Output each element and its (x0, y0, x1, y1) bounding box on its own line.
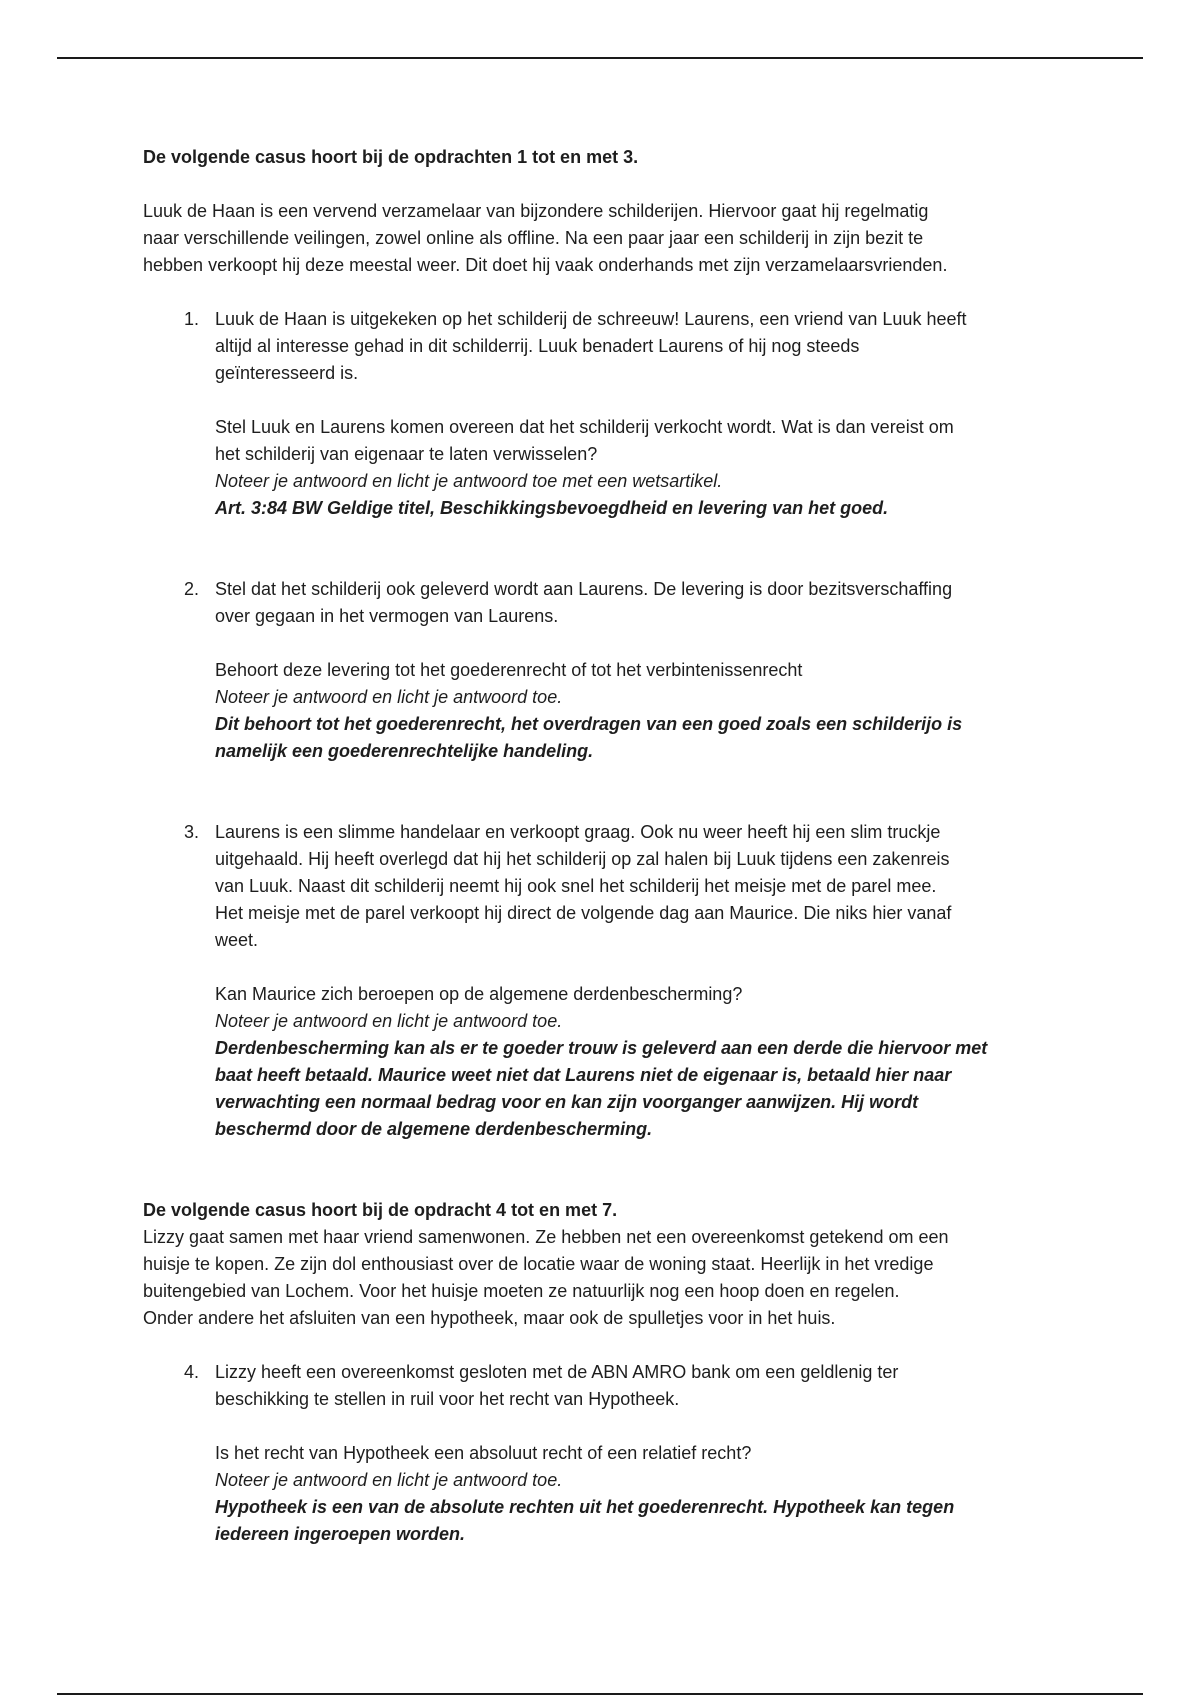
page-bottom-rule (57, 1693, 1143, 1695)
question-2 (143, 576, 1063, 765)
case-text-line: Luuk de Haan is een vervend verzamelaar van bijzondere schilderijen. Hiervoor gaat hij regelmatig (143, 201, 929, 221)
question-instruction: Noteer je antwoord en licht je antwoord toe met een wetsartikel. (215, 471, 723, 491)
answer-line: Art. 3:84 BW Geldige titel, Beschikkingsbevoegdheid en levering van het goed. (215, 498, 889, 518)
question-case-line: Het meisje met de parel verkoopt hij direct de volgende dag aan Maurice. Die niks hier vanaf (215, 903, 952, 923)
case-text-line: hebben verkoopt hij deze meestal weer. Dit doet hij vaak onderhands met zijn verzamelaarsvrienden. (143, 255, 948, 275)
question-number: 1. (183, 309, 199, 329)
question-case-line: Stel dat het schilderij ook geleverd wordt aan Laurens. De levering is door bezitsverschaffing (215, 579, 953, 599)
case-text-line: Onder andere het afsluiten van een hypotheek, maar ook de spulletjes voor in het huis. (143, 1308, 836, 1328)
question-1 (143, 306, 1063, 522)
answer-line: Dit behoort tot het goederenrecht, het overdragen van een goed zoals een schilderijo is (215, 714, 963, 734)
question-case-line: Laurens is een slimme handelaar en verkoopt graag. Ook nu weer heeft hij een slim truckje (215, 822, 941, 842)
question-case-line: uitgehaald. Hij heeft overlegd dat hij het schilderij op zal halen bij Luuk tijdens een zakenreis (215, 849, 950, 869)
answer-line: baat heeft betaald. Maurice weet niet dat Laurens niet de eigenaar is, betaald hier naar (215, 1065, 952, 1085)
question-text-line: Stel Luuk en Laurens komen overeen dat het schilderij verkocht wordt. Wat is dan vereist om (215, 417, 954, 437)
question-case-line: geïnteresseerd is. (215, 363, 359, 383)
question-number: 2. (183, 579, 199, 599)
answer-line: Hypotheek is een van de absolute rechten uit het goederenrecht. Hypotheek kan tegen (215, 1497, 955, 1517)
case-heading-1: De volgende casus hoort bij de opdrachten 1 tot en met 3. (143, 147, 639, 167)
question-case-line: altijd al interesse gehad in dit schilderrij. Luuk benadert Laurens of hij nog steeds (215, 336, 860, 356)
case-text-line: naar verschillende veilingen, zowel online als offline. Na een paar jaar een schilderij in zijn bezit te (143, 228, 924, 248)
document-page (143, 144, 1063, 1548)
answer-line: iedereen ingeroepen worden. (215, 1524, 466, 1544)
question-case-line: over gegaan in het vermogen van Laurens. (215, 606, 559, 626)
answer-line: beschermd door de algemene derdenbescherming. (215, 1119, 653, 1139)
question-case-line: van Luuk. Naast dit schilderij neemt hij ook snel het schilderij het meisje met de parel mee. (215, 876, 937, 896)
question-instruction: Noteer je antwoord en licht je antwoord toe. (215, 1470, 563, 1490)
question-instruction: Noteer je antwoord en licht je antwoord toe. (215, 687, 563, 707)
question-number: 3. (183, 822, 199, 842)
case-text-line: huisje te kopen. Ze zijn dol enthousiast over de locatie waar de woning staat. Heerlijk in het vredige (143, 1254, 934, 1274)
case-text-line: Lizzy gaat samen met haar vriend samenwonen. Ze hebben net een overeenkomst getekend om een (143, 1227, 949, 1247)
question-text-line: Behoort deze levering tot het goederenrecht of tot het verbintenissenrecht (215, 660, 803, 680)
question-case-line: weet. (215, 930, 259, 950)
question-4 (143, 1359, 1063, 1548)
question-text-line: het schilderij van eigenaar te laten verwisselen? (215, 444, 598, 464)
question-instruction: Noteer je antwoord en licht je antwoord toe. (215, 1011, 563, 1031)
case-heading-2: De volgende casus hoort bij de opdracht 4 tot en met 7. (143, 1200, 618, 1220)
question-case-line: Lizzy heeft een overeenkomst gesloten met de ABN AMRO bank om een geldlenig ter (215, 1362, 899, 1382)
question-text-line: Kan Maurice zich beroepen op de algemene derdenbescherming? (215, 984, 743, 1004)
answer-line: Derdenbescherming kan als er te goeder trouw is geleverd aan een derde die hiervoor met (215, 1038, 988, 1058)
question-case-line: beschikking te stellen in ruil voor het recht van Hypotheek. (215, 1389, 680, 1409)
answer-line: namelijk een goederenrechtelijke handeling. (215, 741, 594, 761)
answer-line: verwachting een normaal bedrag voor en kan zijn voorganger aanwijzen. Hij wordt (215, 1092, 919, 1112)
question-number: 4. (183, 1362, 199, 1382)
question-3 (143, 819, 1063, 1143)
case-text-line: buitengebied van Lochem. Voor het huisje moeten ze natuurlijk nog een hoop doen en regelen. (143, 1281, 900, 1301)
question-case-line: Luuk de Haan is uitgekeken op het schilderij de schreeuw! Laurens, een vriend van Luuk heeft (215, 309, 967, 329)
question-text-line: Is het recht van Hypotheek een absoluut recht of een relatief recht? (215, 1443, 752, 1463)
page-top-rule (57, 57, 1143, 59)
